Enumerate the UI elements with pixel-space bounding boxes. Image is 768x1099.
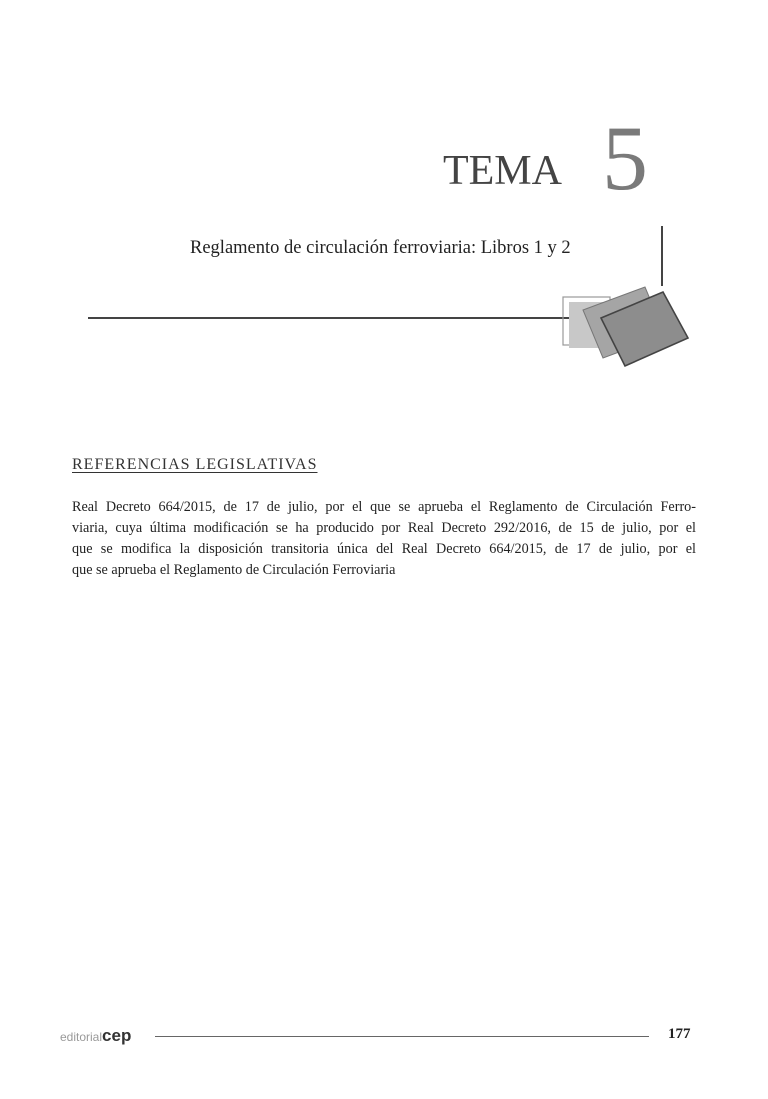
paragraph-line: que se aprueba el Reglamento de Circulación Ferroviaria xyxy=(72,562,396,578)
page-number: 177 xyxy=(668,1026,691,1042)
legislative-reference-paragraph xyxy=(72,497,696,581)
paragraph-line: viaria, cuya última modificación se ha producido por Real Decreto 292/2016, de 15 de julio, por el xyxy=(72,520,696,536)
chapter-number: 5 xyxy=(602,107,648,209)
chapter-label: TEMA xyxy=(443,148,562,194)
decorative-squares-graphic xyxy=(555,280,705,370)
logo-prefix: editorial xyxy=(60,1030,103,1044)
chapter-subtitle: Reglamento de circulación ferroviaria: Libros 1 y 2 xyxy=(190,238,571,258)
paragraph-line: que se modifica la disposición transitoria única del Real Decreto 664/2015, de 17 de julio, por el xyxy=(72,541,696,557)
horizontal-rule xyxy=(88,317,600,319)
footer-rule xyxy=(155,1036,649,1037)
logo-brand: cep xyxy=(102,1026,132,1045)
section-heading: REFERENCIAS LEGISLATIVAS xyxy=(72,456,318,473)
vertical-rule xyxy=(661,226,663,286)
paragraph-line: Real Decreto 664/2015, de 17 de julio, por el que se aprueba el Reglamento de Circulación Ferro- xyxy=(72,499,696,515)
publisher-logo xyxy=(60,1026,131,1046)
